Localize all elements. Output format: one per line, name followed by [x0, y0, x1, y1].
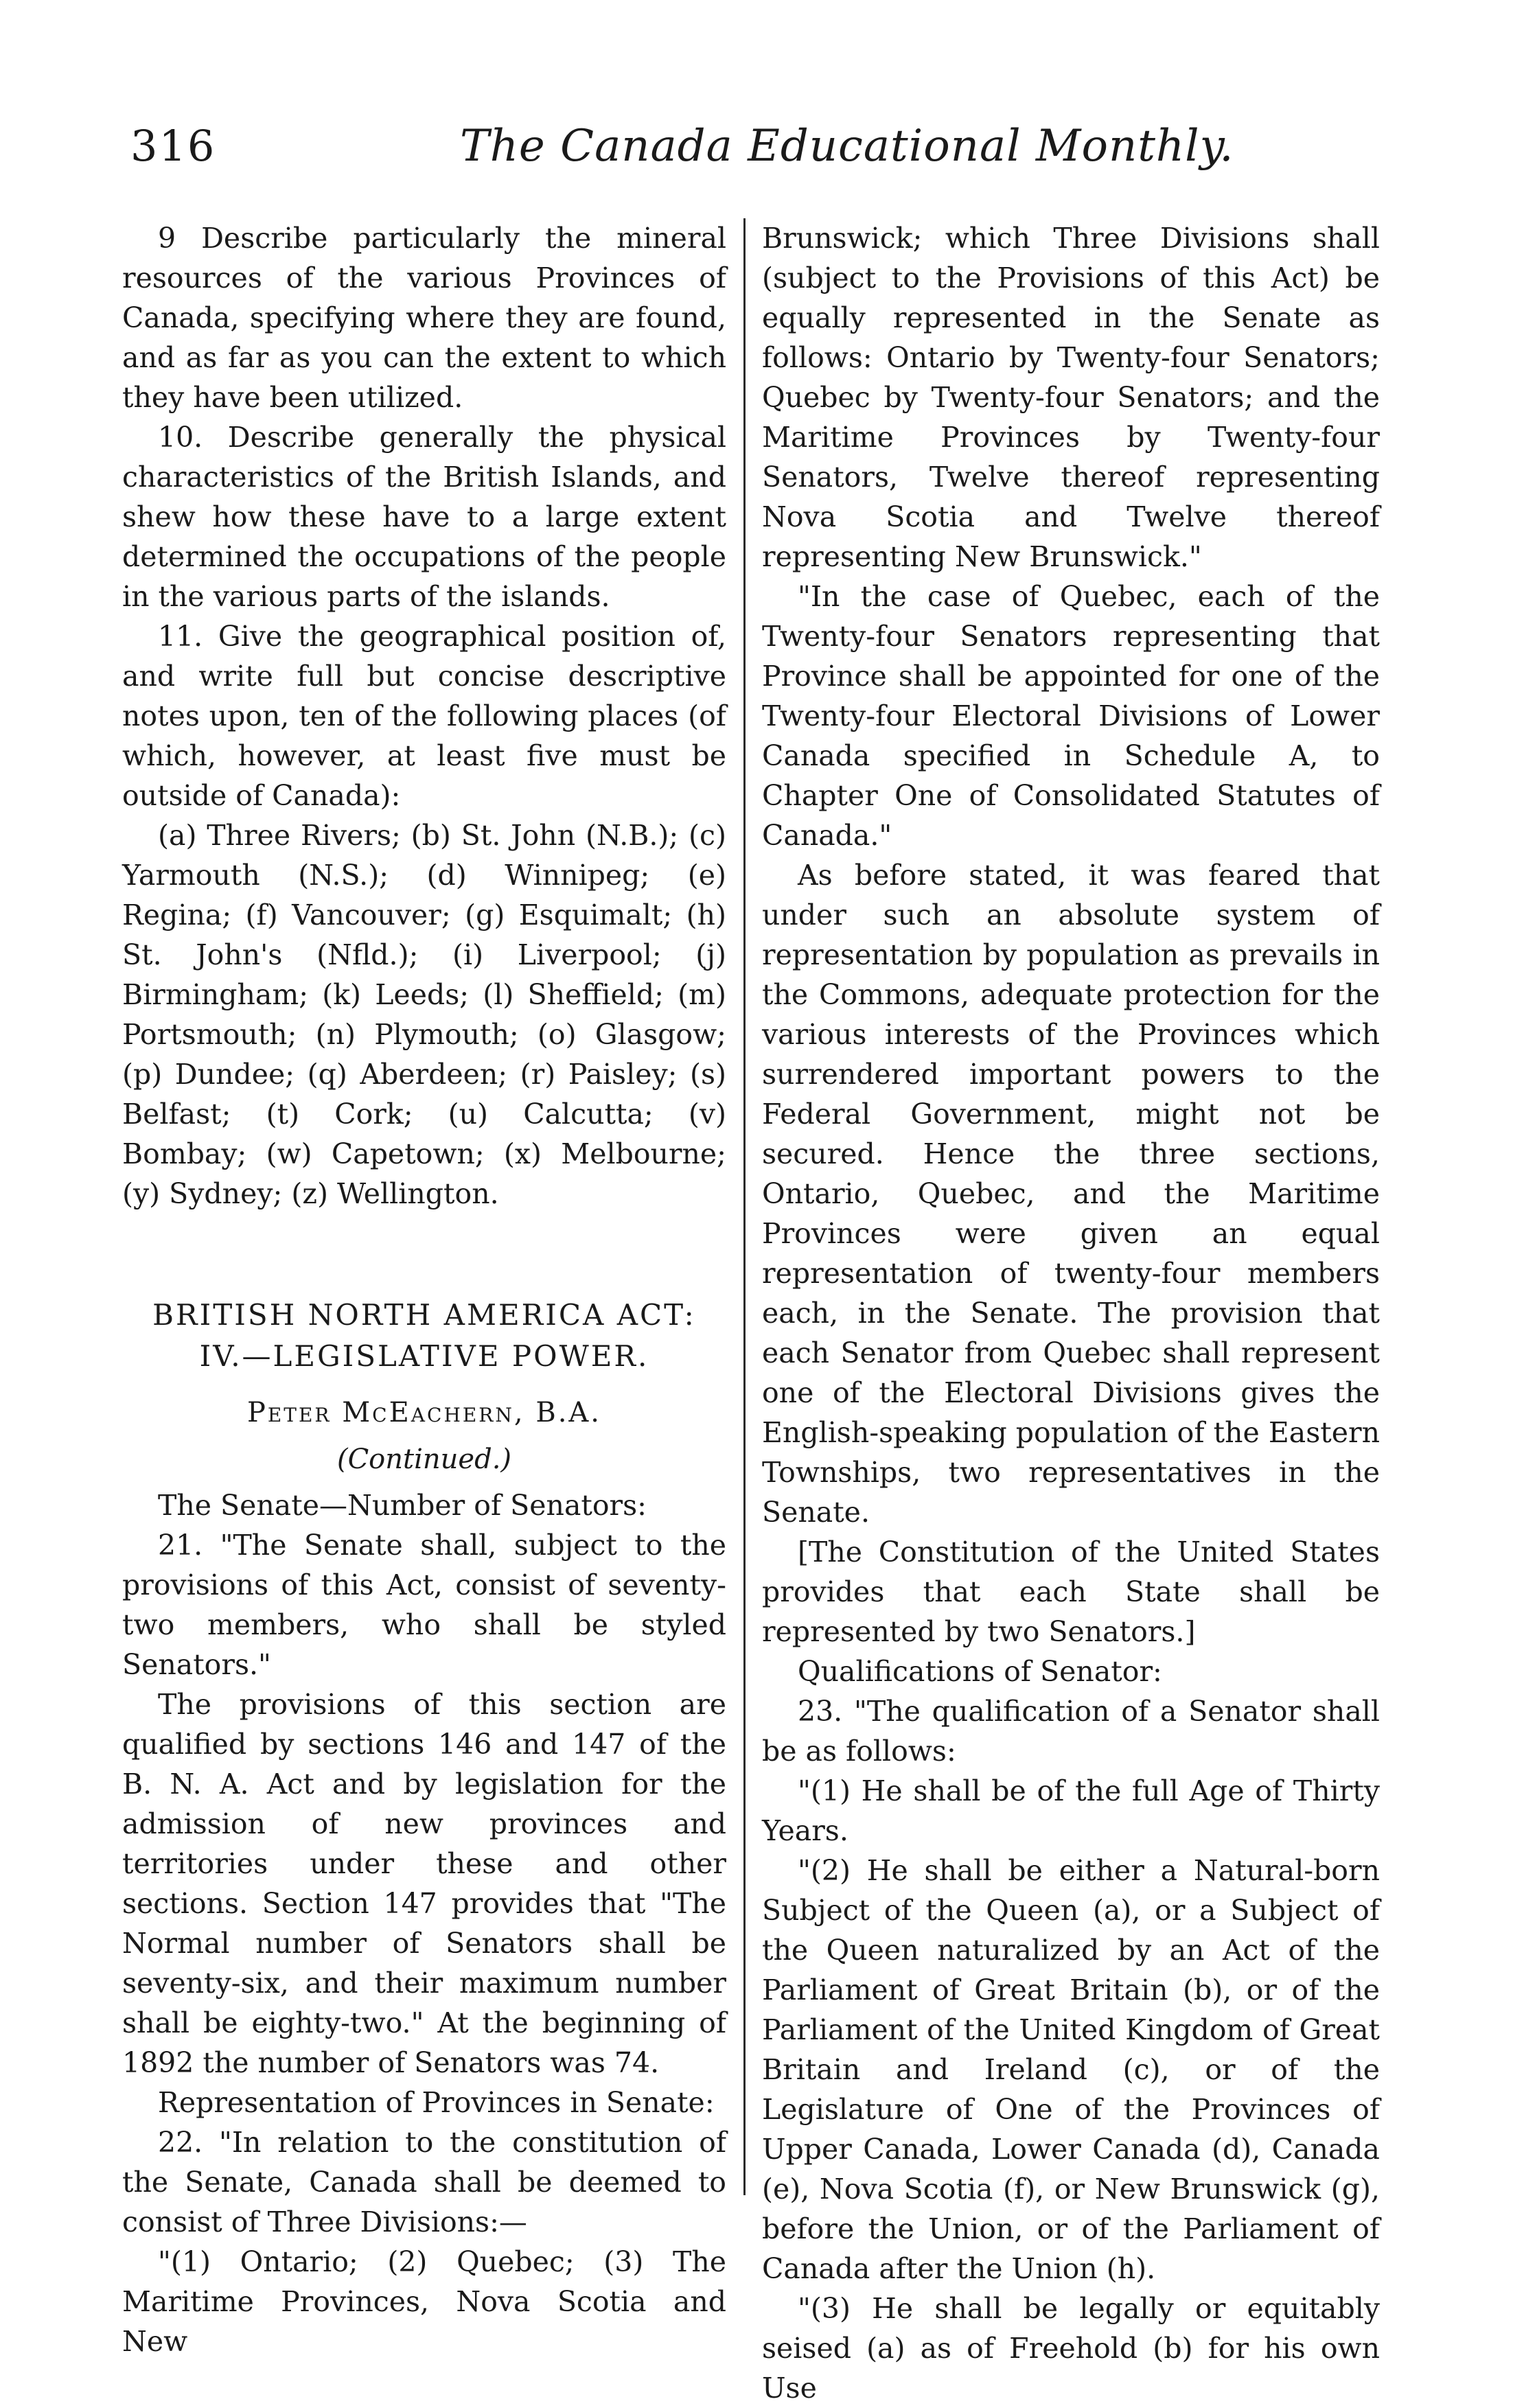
running-title: The Canada Educational Monthly.: [460, 121, 1234, 172]
divisions-paragraph: "(1) Ontario; (2) Quebec; (3) The Maritime Provinces, Nova Scotia and New: [122, 2245, 726, 2358]
representation-heading: Representation of Provinces in Senate:: [158, 2086, 715, 2119]
places-list: (a) Three Rivers; (b) St. John (N.B.); (c) Yarmouth (N.S.); (d) Winnipeg; (e) Regina; (f) Vancouver; (g) Esquimalt; (h) St. John's (Nfld.); (i) Liverpool; (j) Birmingham; (k) Leeds; (l) Sheffield; (m) Portsmouth; (n) Plymouth; (o) Glasgow; (p) Dundee; (q) Aberdeen; (r) Paisley; (s) Belfast; (t) Cork; (u) Calcutta; (v) Bombay; (w) Capetown; (x) Melbourne; (y) Sydney; (z) Wellington.: [122, 819, 726, 1210]
question-10: 10. Describe generally the physical characteristics of the British Islands, and shew how these have to a large extent determined the occupations of the people in the various parts of the islands.: [122, 421, 726, 613]
qualification-3: "(3) He shall be legally or equitably seised (a) as of Freehold (b) for his own Use: [762, 2292, 1380, 2405]
continued-note: (Continued.): [336, 1444, 512, 1475]
qualification-1: "(1) He shall be of the full Age of Thirty Years.: [762, 1774, 1380, 1847]
quebec-paragraph: "In the case of Quebec, each of the Twenty-four Senators representing that Province shall be appointed for one of the Twenty-four Electoral Divisions of Lower Canada specified in Schedule A, to Chapter One of Consolidated Statutes of Canada.": [762, 580, 1380, 852]
page-header: [130, 121, 1421, 196]
page-number: 316: [130, 121, 216, 171]
author-line: Peter McEachern, B.A.: [246, 1397, 602, 1428]
section-21: 21. "The Senate shall, subject to the provisions of this Act, consist of seventy-two members, who shall be styled Senators.": [122, 1529, 726, 1681]
section-title-line-1: BRITISH NORTH AMERICA ACT:: [152, 1298, 696, 1332]
qualifications-heading: Qualifications of Senator:: [798, 1655, 1162, 1688]
section-title: [122, 1295, 726, 1377]
continuation-paragraph: Brunswick; which Three Divisions shall (subject to the Provisions of this Act) be equally represented in the Senate as follows: Ontario by Twenty-four Senators; Quebec by Twenty-four Senators; and the Maritime Provinces by Twenty-four Senators, Twelve thereof representing Nova Scotia and Twelve thereof representing New Brunswick.": [762, 222, 1380, 573]
column-divider: [743, 218, 746, 2195]
qualification-2: "(2) He shall be either a Natural-born Subject of the Queen (a), or a Subject of the Queen naturalized by an Act of the Parliament of Great Britain (b), or of the Parliament of the United Kingdom of Great Britain and Ireland (c), or of the Legislature of One of the Provinces of Upper Canada, Lower Canada (d), Canada (e), Nova Scotia (f), or New Brunswick (g), before the Union, or of the Parliament of Canada after the Union (h).: [762, 1854, 1380, 2285]
provisions-paragraph: The provisions of this section are qualified by sections 146 and 147 of the B. N. A. Act and by legislation for the admission of new provinces and territories under these and other sections. Section 147 provides that "The Normal number of Senators shall be seventy-six, and their maximum number shall be eighty-two." At the beginning of 1892 the number of Senators was 74.: [122, 1688, 726, 2079]
us-constitution-note: [The Constitution of the United States provides that each State shall be represented by two Senators.]: [762, 1536, 1380, 1648]
section-title-line-2: IV.—LEGISLATIVE POWER.: [199, 1339, 649, 1373]
section-23: 23. "The qualification of a Senator shall be as follows:: [762, 1695, 1380, 1768]
left-column: [122, 218, 726, 2361]
senate-heading: The Senate—Number of Senators:: [158, 1489, 647, 1522]
question-9: 9 Describe particularly the mineral resources of the various Provinces of Canada, specifying where they are found, and as far as you can the extent to which they have been utilized.: [122, 222, 726, 414]
section-22: 22. "In relation to the constitution of the Senate, Canada shall be deemed to consist of Three Divisions:—: [122, 2126, 726, 2238]
before-stated-paragraph: As before stated, it was feared that under such an absolute system of representation by population as prevails in the Commons, adequate protection for the various interests of the Provinces which surrendered important powers to the Federal Government, might not be secured. Hence the three sections, Ontario, Quebec, and the Maritime Provinces were given an equal representation of twenty-four members each, in the Senate. The provision that each Senator from Quebec shall represent one of the Electoral Divisions gives the English-speaking population of the Eastern Townships, two representatives in the Senate.: [762, 859, 1380, 1529]
right-column: [762, 218, 1380, 2408]
question-11: 11. Give the geographical position of, and write full but concise descriptive notes upon, ten of the following places (of which, however, at least five must be outside of Canada):: [122, 620, 726, 812]
